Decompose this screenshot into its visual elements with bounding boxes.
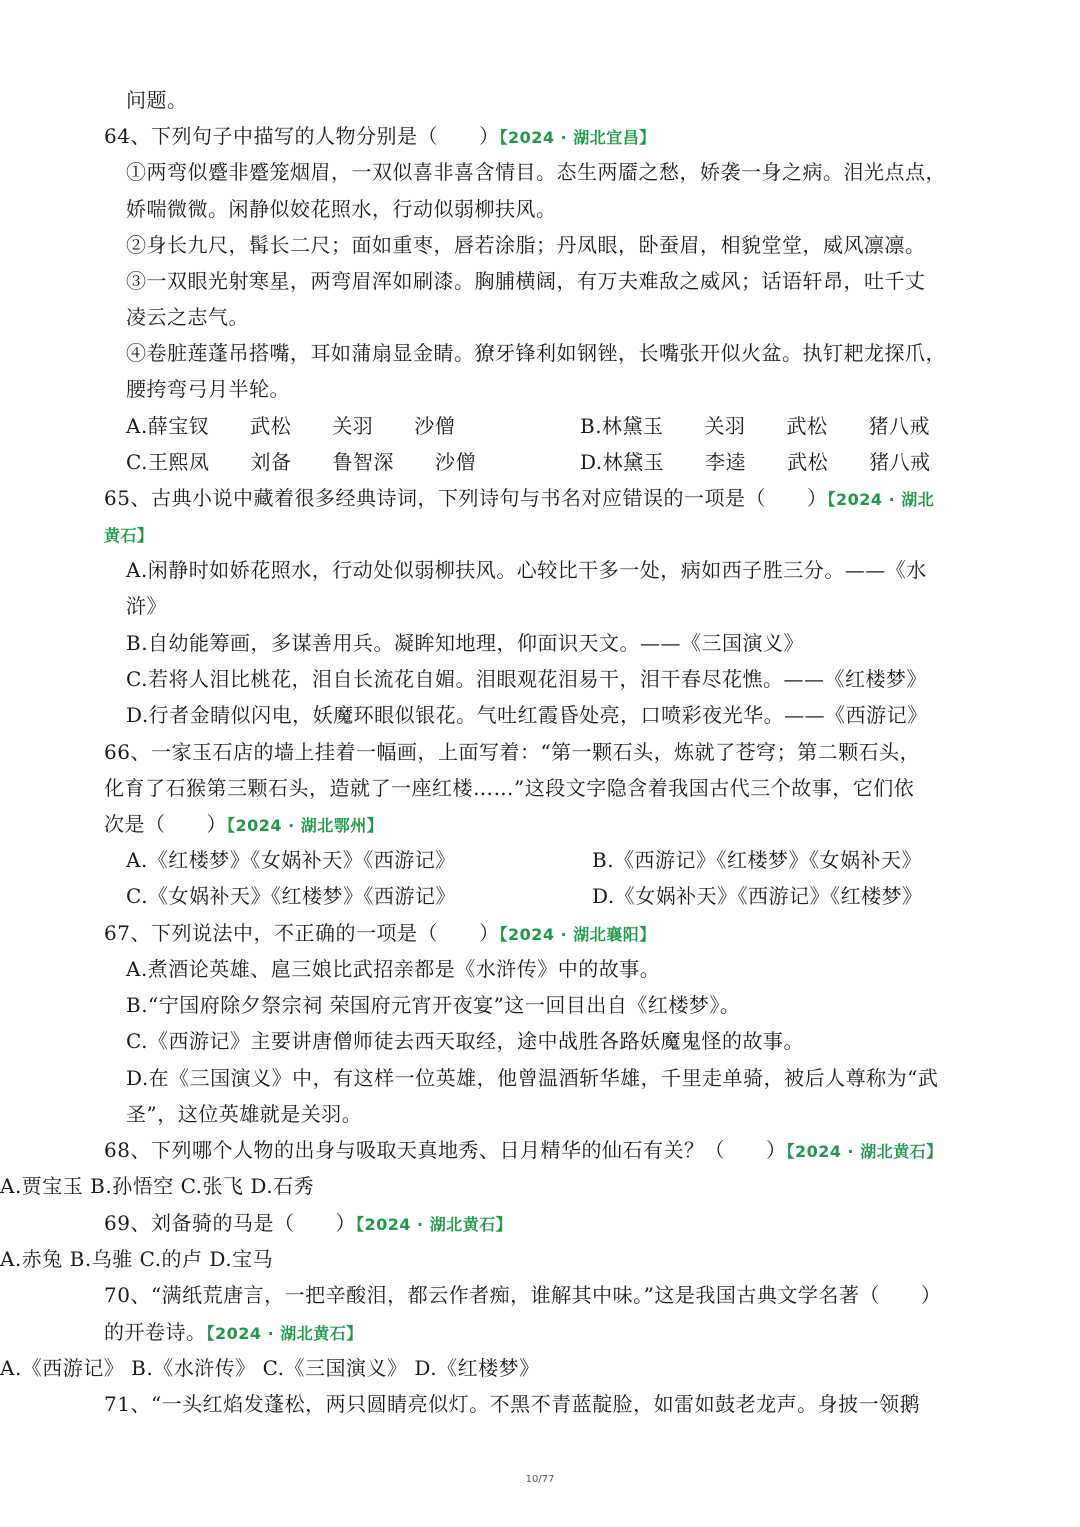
question-70: 70、“满纸荒唐言，一把辛酸泪，都云作者痴，谁解其中味。”这是我国古典文学名著（ ） (104, 1283, 942, 1307)
option-a: A.闲静时如娇花照水，行动处似弱柳扶风。心较比干多一处，病如西子胜三分。——《水 (126, 558, 927, 582)
option-row (0, 1241, 1080, 1277)
page-number: 10/77 (525, 1474, 555, 1485)
option-row (0, 1168, 1080, 1204)
text-line (104, 806, 383, 844)
option-a: A.煮酒论英雄、扈三娘比武招亲都是《水浒传》中的故事。 (126, 957, 661, 981)
option-a: A.《红楼梦》《女娲补天》《西游记》 (126, 848, 456, 872)
question-64 (104, 118, 656, 156)
source-tag: 【2024 · 湖北宜昌】 (499, 128, 656, 147)
option-c: C.《西游记》主要讲唐僧师徒去西天取经，途中战胜各路妖魔鬼怪的故事。 (126, 1029, 804, 1053)
option-a: A.《西游记》 (0, 1356, 125, 1380)
option-d: D.石秀 (250, 1174, 315, 1198)
text-line: ①两弯似蹙非蹙笼烟眉，一双似喜非喜含情目。态生两靥之愁，娇袭一身之病。泪光点点， (126, 160, 946, 184)
text-line: ④卷脏莲蓬吊搭嘴，耳如蒲扇显金睛。獠牙锋利如钢锉，长嘴张开似火盆。执钉耙龙探爪， (126, 341, 946, 365)
text-line: ②身长九尺，髯长二尺；面如重枣，唇若涂脂；丹凤眼，卧蚕眉，相貌堂堂，威风凛凛。 (126, 233, 926, 257)
text-line: 问题。 (126, 88, 188, 112)
source-tag: 【2024 · 湖北 (827, 490, 935, 509)
option-b: B.“宁国府除夕祭宗祠 荣国府元宵开夜宴”这一回目出自《红楼梦》。 (126, 993, 741, 1017)
text-line: 化育了石猴第三颗石头，造就了一座红楼……”这段文字隐含着我国古代三个故事，它们依 (104, 776, 915, 800)
source-tag: 【2024 · 湖北黄石】 (206, 1324, 363, 1343)
option-row (0, 1350, 1080, 1386)
text-line: 浒》 (126, 594, 167, 618)
text-line: ③一双眼光射寒星，两弯眉浑如刷漆。胸脯横阔，有万夫难敌之威风；话语轩昂，吐千丈 (126, 269, 926, 293)
option-a: A.赤兔 (0, 1247, 63, 1271)
text-line: 娇喘微微。闲静似姣花照水，行动似弱柳扶风。 (126, 197, 557, 221)
option-b: B.自幼能筹画，多谋善用兵。凝眸知地理，仰面识天文。——《三国演义》 (126, 631, 805, 655)
option-c: C.《女娲补天》《红楼梦》《西游记》 (126, 884, 456, 908)
question-stem: 69、刘备骑的马是（ ） (104, 1211, 356, 1235)
question-stem: 次是（ ） (104, 812, 227, 836)
text-line: 圣”，这位英雄就是关羽。 (126, 1102, 363, 1126)
source-tag: 【2024 · 湖北黄石】 (355, 1215, 513, 1234)
option-c: C.的卢 (139, 1247, 203, 1271)
option-d: D.行者金睛似闪电，妖魔环眼似银花。气吐红霞昏处亮，口喷彩夜光华。——《西游记》 (126, 703, 928, 727)
option-b: B.林黛玉 关羽 武松 猪八戒 (580, 414, 931, 438)
option-d: D.《女娲补天》《西游记》《红楼梦》 (592, 884, 923, 908)
option-a: A.贾宝玉 (0, 1174, 84, 1198)
source-tag: 【2024 · 湖北黄石】 (786, 1142, 943, 1161)
option-d: D.《红楼梦》 (414, 1356, 540, 1380)
option-d: D.在《三国演义》中，有这样一位英雄，他曾温酒斩华雄，千里走单骑，被后人尊称为“武 (126, 1066, 939, 1090)
option-b: B.《水浒传》 (131, 1356, 256, 1380)
question-71: 71、“一头红焰发蓬松，两只圆睛亮似灯。不黑不青蓝靛脸，如雷如鼓老龙声。身披一领鹅 (104, 1392, 921, 1416)
option-c: C.若将人泪比桃花，泪自长流花自媚。泪眼观花泪易干，泪干春尽花憔。——《红楼梦》 (126, 667, 927, 691)
option-b: B.《西游记》《红楼梦》《女娲补天》 (592, 848, 923, 872)
question-stem: 68、下列哪个人物的出身与吸取天真地秀、日月精华的仙石有关？（ ） (104, 1138, 787, 1162)
option-d: D.林黛玉 李逵 武松 猪八戒 (580, 450, 931, 474)
question-69 (104, 1205, 512, 1243)
question-stem: 的开卷诗。 (104, 1320, 207, 1344)
question-stem: 65、古典小说中藏着很多经典诗词，下列诗句与书名对应错误的一项是（ ） (104, 486, 828, 510)
source-tag: 【2024 · 湖北襄阳】 (499, 925, 656, 944)
text-line: 凌云之志气。 (126, 305, 249, 329)
source-tag: 黄石】 (104, 526, 154, 545)
question-68 (104, 1132, 943, 1170)
option-c: C.《三国演义》 (262, 1356, 408, 1380)
option-c: C.张飞 (180, 1174, 244, 1198)
option-c: C.王熙凤 刘备 鲁智深 沙僧 (126, 450, 476, 474)
text-line (104, 1314, 363, 1352)
question-65 (104, 480, 934, 518)
option-a: A.薛宝钗 武松 关羽 沙僧 (126, 414, 456, 438)
source-tag: 【2024 · 湖北鄂州】 (227, 816, 384, 835)
question-66: 66、一家玉石店的墙上挂着一幅画，上面写着：“第一颗石头，炼就了苍穹；第二颗石头， (104, 740, 921, 764)
option-b: B.孙悟空 (90, 1174, 174, 1198)
question-stem: 67、下列说法中，不正确的一项是（ ） (104, 921, 500, 945)
option-d: D.宝马 (209, 1247, 274, 1271)
option-b: B.乌骓 (69, 1247, 133, 1271)
question-67 (104, 915, 656, 953)
question-stem: 64、下列句子中描写的人物分别是（ ） (104, 124, 500, 148)
text-line: 腰挎弯弓月半轮。 (126, 377, 290, 401)
